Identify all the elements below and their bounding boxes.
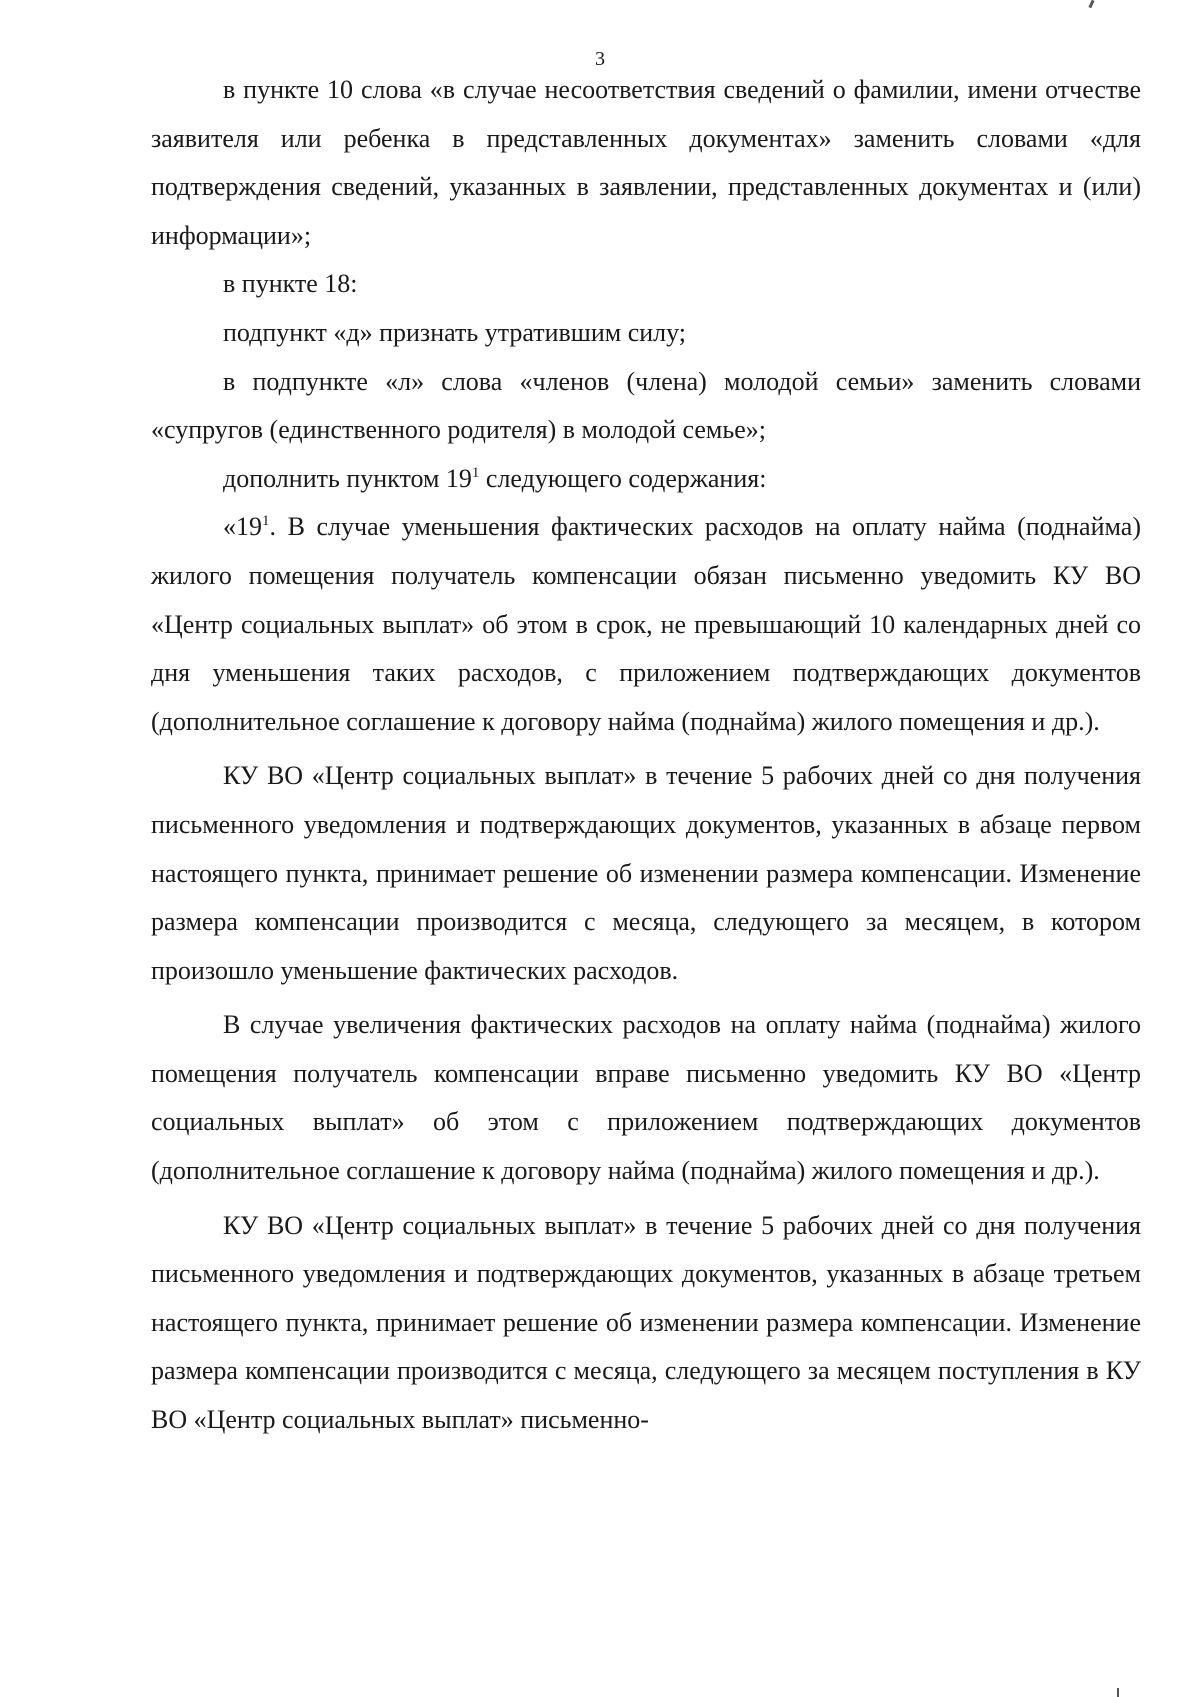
superscript: 1 [471, 464, 480, 481]
paragraph-item-10: в пункте 10 слова «в случае несоответствия сведений о фамилии, имени отчестве заявителя или ребенка в представленных документах» заменить словами «для подтверждения сведений, указанных в заявлении, представленных документах и (или) информации»; [151, 75, 1141, 250]
superscript: 1 [262, 513, 270, 530]
text-fragment: «19 [223, 512, 262, 542]
text-fragment: дополнить пунктом 19 [223, 463, 472, 493]
text-fragment: . В случае уменьшения фактических расходов на оплату найма (поднайма) жилого помещения получатель компенсации обязан письменно уведомить КУ ВО «Центр социальных выплат» об этом в срок, не превышающий 10 календарных дней со дня уменьшения таких расходов, с приложением подтверждающих документов (дополнительное соглашение к договору найма (поднайма) жилого помещения и др.). [151, 512, 1141, 736]
text-fragment: следующего содержания: [479, 463, 767, 493]
scan-artifact-mark [1088, 0, 1094, 8]
paragraph-add-item-19-1 [151, 455, 1141, 504]
paragraph-decision-decrease: КУ ВО «Центр социальных выплат» в течение 5 рабочих дней со дня получения письменного уведомления и подтверждающих документов, указанных в абзаце первом настоящего пункта, принимает решение об изменении размера компенсации. Изменение размера компенсации производится с месяца, следующего за месяцем, в котором произошло уменьшение фактических расходов. [151, 761, 1141, 985]
paragraph-subitem-d: подпункт «д» признать утратившим силу; [223, 317, 686, 347]
paragraph-increase-case: В случае увеличения фактических расходов на оплату найма (поднайма) жилого помещения получатель компенсации вправе письменно уведомить КУ ВО «Центр социальных выплат» об этом с приложением подтверждающих документов (дополнительное соглашение к договору найма (поднайма) жилого помещения и др.). [151, 1010, 1141, 1186]
paragraph-decision-increase: КУ ВО «Центр социальных выплат» в течение 5 рабочих дней со дня получения письменного уведомления и подтверждающих документов, указанных в абзаце третьем настоящего пункта, принимает решение об изменении размера компенсации. Изменение размера компенсации производится с месяца, следующего за месяцем поступления в КУ ВО «Центр социальных выплат» письменно- [151, 1210, 1141, 1435]
document-body [151, 66, 1141, 1445]
page-number: 3 [595, 48, 605, 70]
paragraph-item-18-intro: в пункте 18: [223, 269, 358, 299]
paragraph-item-19-1-text [151, 503, 1141, 746]
scan-artifact-mark [1117, 1688, 1119, 1697]
paragraph-subitem-l: в подпункте «л» слова «членов (члена) молодой семьи» заменить словами «супругов (единственного родителя) в молодой семье»; [151, 366, 1141, 445]
